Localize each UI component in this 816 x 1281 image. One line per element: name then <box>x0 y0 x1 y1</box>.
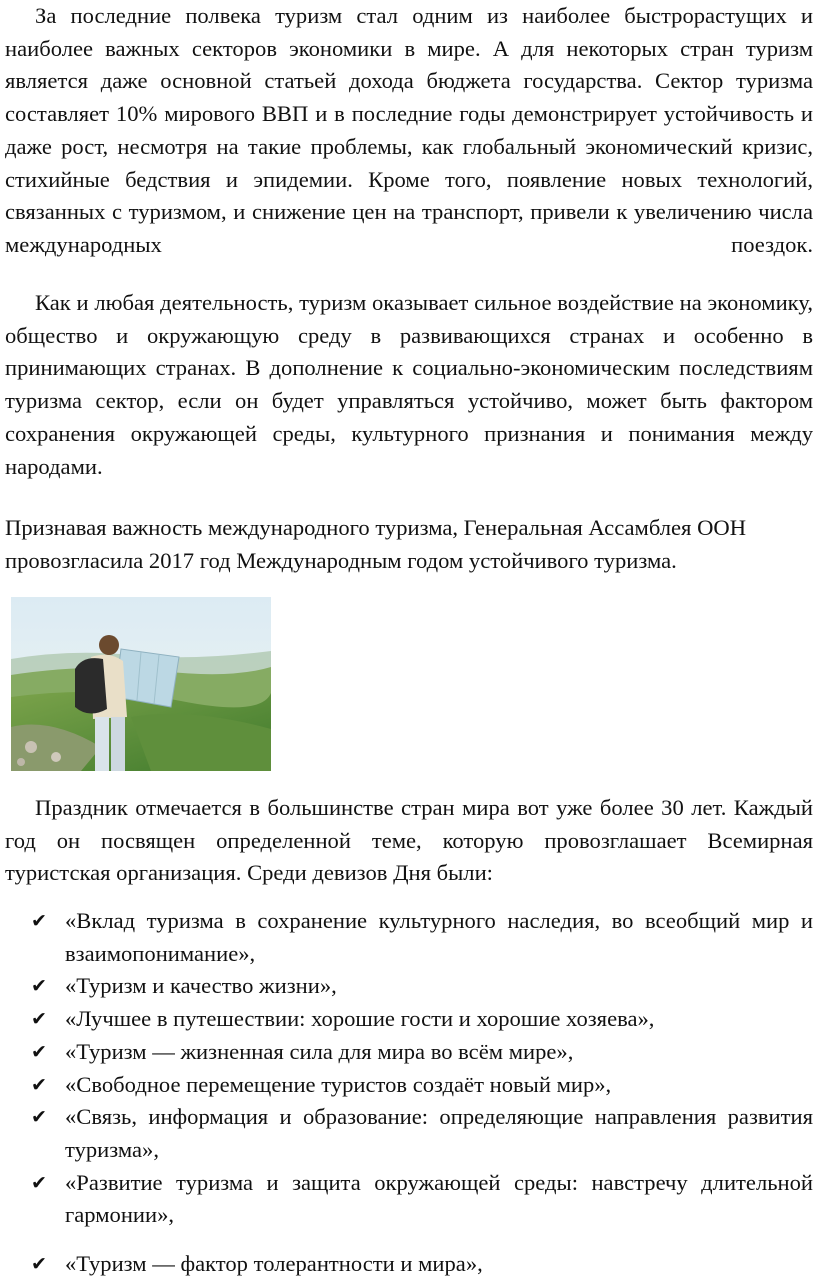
checkmark-icon: ✔ <box>31 1008 47 1031</box>
list-item-text: «Развитие туризма и защита окружающей среды: навстречу длительной гармонии», <box>65 1169 813 1228</box>
paragraph-intro: За последние полвека туризм стал одним из наиболее быстрорастущих и наиболее важных секторов экономики в мире. А для некоторых стран туризм является даже основной статьей дохода бюджета государства. Сектор туризма составляет 10% мирового ВВП и в последние годы демонстрирует устойчивость и даже рост, несмотря на такие проблемы, как глобальный экономический кризис, стихийные бедствия и эпидемии. Кроме того, появление новых технологий, связанных с туризмом, и снижение цен на транспорт, привели к увеличению числа международных поездок. <box>5 3 813 257</box>
checkmark-icon: ✔ <box>31 1040 47 1063</box>
list-item-text: «Вклад туризма в сохранение культурного наследия, во всеобщий мир и взаимопонимание», <box>65 908 813 966</box>
list-item <box>5 970 813 1003</box>
list-item-text: «Туризм — фактор толерантности и мира», <box>65 1251 483 1277</box>
list-item <box>5 905 813 970</box>
list-item-text: «Туризм — жизненная сила для мира во всём мире», <box>65 1038 574 1064</box>
list-item <box>5 1167 813 1232</box>
checkmark-icon: ✔ <box>31 910 47 932</box>
list-item <box>5 1036 813 1069</box>
checkmark-icon: ✔ <box>31 1253 47 1276</box>
list-item-text: «Лучшее в путешествии: хорошие гости и хорошие хозяева», <box>65 1006 655 1032</box>
list-item <box>5 1069 813 1102</box>
tourist-photo <box>11 597 271 771</box>
list-item-text: «Туризм и качество жизни», <box>65 973 337 999</box>
paragraph-holiday: Праздник отмечается в большинстве стран мира вот уже более 30 лет. Каждый год он посвящен определенной теме, которую провозглашает Всемирная туристская организация. Среди девизов Дня были: <box>5 795 813 886</box>
list-item <box>5 1101 813 1166</box>
mottos-list <box>5 905 813 1281</box>
list-item-text: «Свободное перемещение туристов создаёт новый мир», <box>65 1071 612 1097</box>
list-item <box>5 1003 813 1036</box>
list-item-text: «Связь, информация и образование: определяющие направления развития туризма», <box>65 1104 813 1162</box>
checkmark-icon: ✔ <box>31 1171 47 1194</box>
paragraph-un-year: Признавая важность международного туризма, Генеральная Ассамблея ООН провозгласила 2017 год Международным годом устойчивого туризма. <box>5 515 747 573</box>
checkmark-icon: ✔ <box>31 1106 47 1129</box>
list-item <box>5 1248 813 1281</box>
checkmark-icon: ✔ <box>31 1073 47 1096</box>
paragraph-impact: Как и любая деятельность, туризм оказывает сильное воздействие на экономику, общество и окружающую среду в развивающихся странах и особенно в принимающих странах. В дополнение к социально-экономическим последствиям туризма сектор, если он будет управляться устойчиво, может быть фактором сохранения окружающей среды, культурного признания и понимания между народами. <box>5 290 813 479</box>
checkmark-icon: ✔ <box>31 975 47 998</box>
